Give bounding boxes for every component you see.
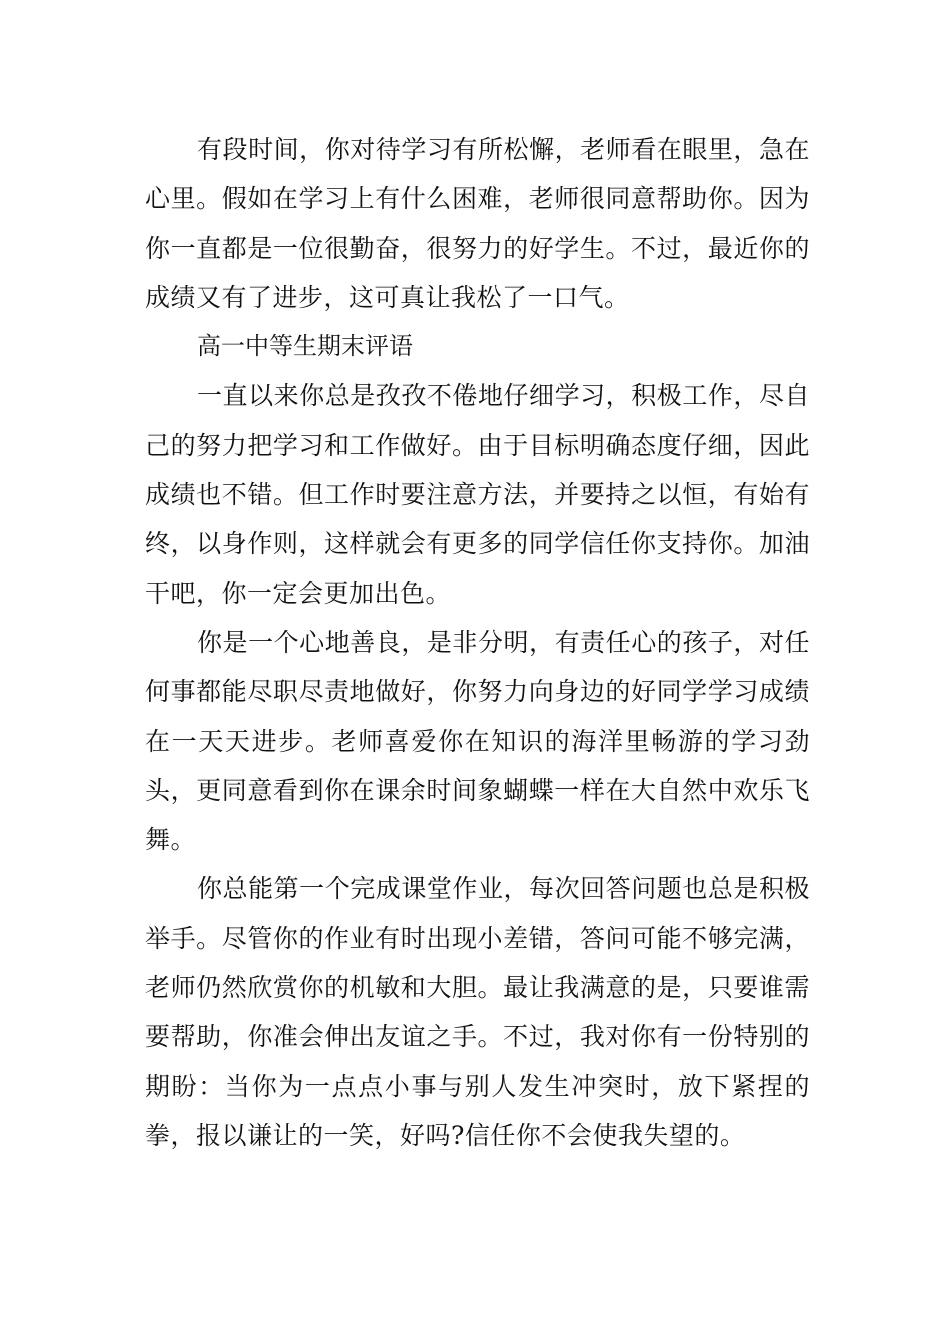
paragraph-1: 有段时间，你对待学习有所松懈，老师看在眼里，急在心里。假如在学习上有什么困难，老师很同意帮助你。因为你一直都是一位很勤奋，很努力的好学生。不过，最近你的成绩又有了进步，这可真让我松了一口气。	[145, 135, 810, 312]
paragraph-3: 你是一个心地善良，是非分明，有责任心的孩子，对任何事都能尽职尽责地做好，你努力向身边的好同学学习成绩在一天天进步。老师喜爱你在知识的海洋里畅游的学习劲头，更同意看到你在课余时间象蝴蝶一样在大自然中欢乐飞舞。	[145, 627, 810, 855]
paragraph-4: 你总能第一个完成课堂作业，每次回答问题也总是积极举手。尽管你的作业有时出现小差错，答问可能不够完满，老师仍然欣赏你的机敏和大胆。最让我满意的是，只要谁需要帮助，你准会伸出友谊之手。不过，我对你有一份特别的期盼：当你为一点点小事与别人发生冲突时，放下紧捏的拳，报以谦让的一笑，好吗?信任你不会使我失望的。	[145, 874, 810, 1150]
section-heading: 高一中等生期末评语	[197, 332, 413, 361]
paragraph-2: 一直以来你总是孜孜不倦地仔细学习，积极工作，尽自己的努力把学习和工作做好。由于目标明确态度仔细，因此成绩也不错。但工作时要注意方法，并要持之以恒，有始有终，以身作则，这样就会有更多的同学信任你支持你。加油干吧，你一定会更加出色。	[145, 381, 810, 608]
document-body	[145, 125, 810, 1160]
